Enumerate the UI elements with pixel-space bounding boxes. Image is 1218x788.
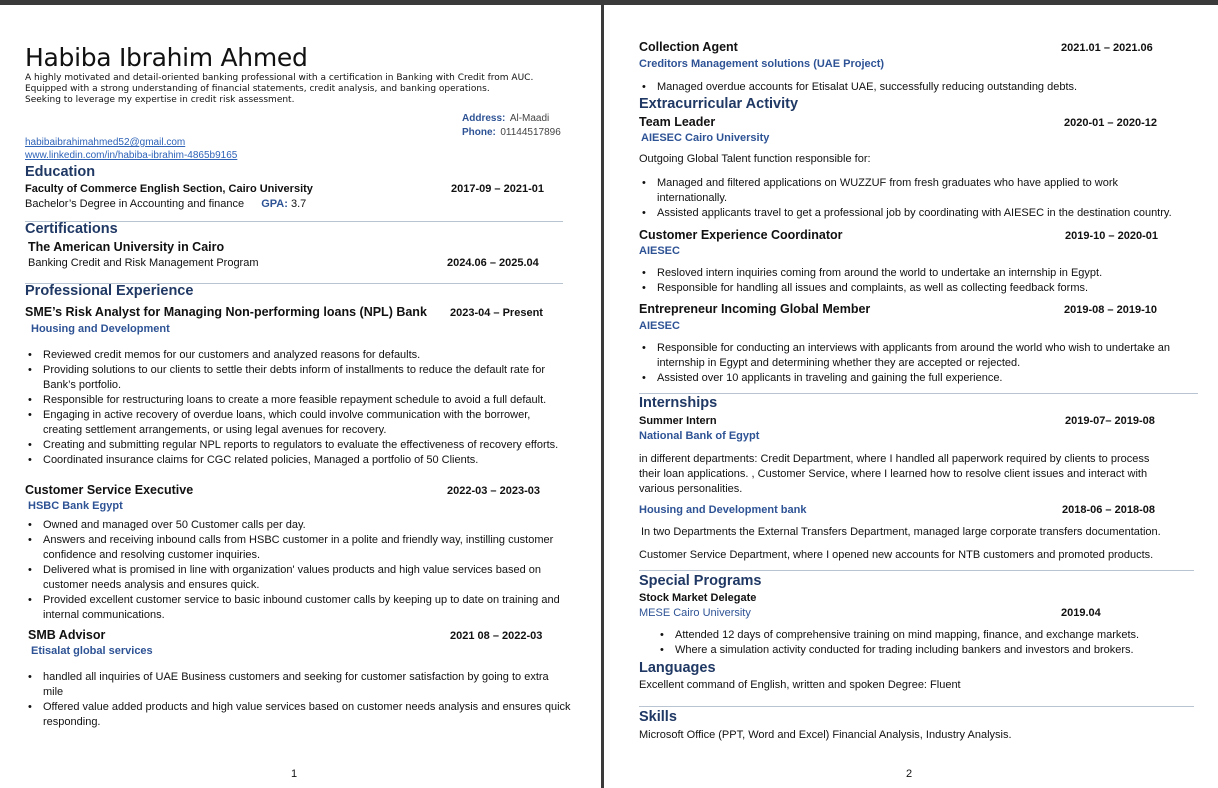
- resume-page-1: [0, 5, 601, 788]
- list-item: • Resloved intern inquiries coming from around the world to undertake an internship in Egypt.: [639, 266, 1214, 281]
- intern-org: National Bank of Egypt: [639, 430, 760, 442]
- list-item: • Responsible for restructuring loans to create a more feasible repayment schedule to avoid a full default.: [25, 393, 585, 408]
- list-item: • Assisted applicants travel to get a professional job by coordinating with AIESEC in the destination country.: [639, 206, 1214, 221]
- list-item: • Creating and submitting regular NPL reports to regulators to evaluate the effectiveness of recovery efforts.: [25, 438, 585, 453]
- resume-page-2: [604, 5, 1218, 788]
- role-bullets: [639, 341, 1214, 386]
- list-item: • Managed and filtered applications on WUZZUF from fresh graduates who have applied to work internationally.: [639, 176, 1214, 206]
- phone-label: Phone:: [462, 127, 496, 138]
- job-bullets: [25, 670, 585, 730]
- intern-description: in different departments: Credit Department, where I handled all paperwork required by clients to process their loan applications. , Customer Service, where I learned how to resolve client issues and interact with various personalities.: [639, 453, 1150, 495]
- email-link[interactable]: habibaibrahimahmed52@gmail.com: [25, 137, 186, 148]
- role-bullets: [639, 176, 1214, 221]
- role-title: Customer Experience Coordinator: [639, 228, 843, 242]
- job-org: Housing and Development: [31, 323, 170, 335]
- certifications-heading: Certifications: [25, 221, 118, 237]
- role-dates: 2019-08 – 2019-10: [1064, 304, 1157, 316]
- education-heading: Education: [25, 164, 96, 180]
- phone: [462, 122, 561, 140]
- list-item: • Engaging in active recovery of overdue loans, which could involve communication with the borrower, creating settlement arrangements, or using legal avenues for recovery.: [25, 408, 585, 438]
- address-value: Al-Maadi: [509, 113, 550, 124]
- divider: [639, 570, 1194, 571]
- gpa-label: GPA:: [261, 198, 288, 210]
- role-dates: 2019-10 – 2020-01: [1065, 230, 1158, 242]
- job-title: Customer Service Executive: [25, 483, 194, 497]
- job-title: SMB Advisor: [28, 628, 106, 642]
- address-label: Address:: [462, 113, 506, 124]
- job-title: SME’s Risk Analyst for Managing Non-performing loans (NPL) Bank: [25, 305, 427, 319]
- job-dates: 2022-03 – 2023-03: [447, 485, 540, 497]
- degree-text: Bachelor’s Degree in Accounting and finance: [25, 198, 245, 210]
- certification-program: Banking Credit and Risk Management Program: [28, 257, 259, 269]
- list-item: • Assisted over 10 applicants in traveling and gaining the full experience.: [639, 371, 1214, 386]
- job-title: Collection Agent: [639, 40, 738, 54]
- intern-dates: 2019-07– 2019-08: [1065, 415, 1155, 427]
- certification-institution: The American University in Cairo: [28, 240, 225, 254]
- education-dates: 2017-09 – 2021-01: [451, 183, 544, 195]
- list-item: • Provided excellent customer service to basic inbound customer calls by keeping up to date on training and internal communications.: [25, 593, 585, 623]
- job-dates: 2021.01 – 2021.06: [1061, 42, 1153, 54]
- job-bullets: [639, 80, 1209, 95]
- program-org: MESE Cairo University: [639, 607, 751, 619]
- extracurricular-heading: Extracurricular Activity: [639, 96, 799, 112]
- languages-heading: Languages: [639, 660, 716, 676]
- list-item: • Where a simulation activity conducted for trading including bankers and investors and brokers.: [657, 643, 1212, 658]
- job-org: Creditors Management solutions (UAE Project): [639, 58, 885, 70]
- intern-org: Housing and Development bank: [639, 504, 807, 516]
- skills-text: Microsoft Office (PPT, Word and Excel) Financial Analysis, Industry Analysis.: [639, 729, 1012, 741]
- job-bullets: [25, 518, 585, 623]
- gpa-value: 3.7: [290, 198, 307, 210]
- job-dates: 2023-04 – Present: [450, 307, 543, 319]
- list-item: • handled all inquiries of UAE Business customers and seeking for customer satisfaction by going to extra mile: [25, 670, 585, 700]
- experience-heading: Professional Experience: [25, 283, 194, 299]
- list-item: • Coordinated insurance claims for CGC related policies, Managed a portfolio of 50 Clients.: [25, 453, 585, 468]
- education-degree: [25, 198, 306, 210]
- list-item: • Responsible for conducting an interviews with applicants from around the world who wish to undertake an internship in Egypt and determining whether they are accepted or rejected.: [639, 341, 1214, 371]
- languages-text: Excellent command of English, written and spoken Degree: Fluent: [639, 679, 961, 691]
- candidate-name: Habiba Ibrahim Ahmed: [25, 43, 308, 72]
- role-org: AIESEC: [639, 320, 680, 332]
- summary-line: Seeking to leverage my expertise in credit risk assessment.: [25, 95, 295, 105]
- program-title: Stock Market Delegate: [639, 592, 757, 604]
- program-date: 2019.04: [1061, 607, 1101, 619]
- intern-description: Customer Service Department, where I opened new accounts for NTB customers and promoted products.: [639, 549, 1154, 561]
- role-org: AIESEC Cairo University: [641, 132, 770, 144]
- intern-description: In two Departments the External Transfers Department, managed large corporate transfers documentation.: [641, 526, 1161, 538]
- skills-heading: Skills: [639, 709, 677, 725]
- list-item: • Owned and managed over 50 Customer calls per day.: [25, 518, 585, 533]
- job-dates: 2021 08 – 2022-03: [450, 630, 543, 642]
- role-title: Team Leader: [639, 115, 716, 129]
- list-item: • Responsible for handling all issues and complaints, as well as collecting feedback forms.: [639, 281, 1214, 296]
- education-school: Faculty of Commerce English Section, Cairo University: [25, 183, 313, 195]
- certification-dates: 2024.06 – 2025.04: [447, 257, 539, 269]
- job-org: Etisalat global services: [31, 645, 153, 657]
- list-item: • Answers and receiving inbound calls from HSBC customer in a polite and friendly way, instilling customer confidence and resolving customer inquiries.: [25, 533, 585, 563]
- divider: [639, 393, 1198, 394]
- page-number: 1: [291, 768, 298, 780]
- list-item: • Offered value added products and high value services based on customer needs analysis and ensures quick responding.: [25, 700, 585, 730]
- internships-heading: Internships: [639, 395, 718, 411]
- page-number: 2: [906, 768, 913, 780]
- role-bullets: [639, 266, 1214, 296]
- job-org: HSBC Bank Egypt: [28, 500, 123, 512]
- list-item: • Attended 12 days of comprehensive training on mind mapping, finance, and exchange markets.: [657, 628, 1212, 643]
- role-dates: 2020-01 – 2020-12: [1064, 117, 1157, 129]
- phone-value: 01144517896: [500, 127, 561, 138]
- list-item: • Delivered what is promised in line with organization' values products and high value services based on customer needs analysis and ensures quick.: [25, 563, 585, 593]
- role-org: AIESEC: [639, 245, 680, 257]
- role-title: Entrepreneur Incoming Global Member: [639, 302, 871, 316]
- list-item: • Managed overdue accounts for Etisalat UAE, successfully reducing outstanding debts.: [639, 80, 1209, 95]
- list-item: • Providing solutions to our clients to settle their debts inform of installments to reduce the default rate for Bank’s portfolio.: [25, 363, 585, 393]
- list-item: • Reviewed credit memos for our customers and analyzed reasons for defaults.: [25, 348, 585, 363]
- program-bullets: [657, 628, 1212, 658]
- intern-dates: 2018-06 – 2018-08: [1062, 504, 1155, 516]
- divider: [639, 706, 1194, 707]
- summary-line: Equipped with a strong understanding of financial statements, credit analysis, and banking operations.: [25, 84, 490, 94]
- special-programs-heading: Special Programs: [639, 573, 762, 589]
- job-bullets: [25, 348, 585, 468]
- role-intro: Outgoing Global Talent function responsible for:: [639, 153, 871, 165]
- linkedin-link[interactable]: www.linkedin.com/in/habiba-ibrahim-4865b9165: [25, 150, 238, 161]
- summary-line: A highly motivated and detail-oriented banking professional with a certification in Banking with Credit from AUC.: [25, 73, 534, 83]
- intern-title: Summer Intern: [639, 415, 717, 427]
